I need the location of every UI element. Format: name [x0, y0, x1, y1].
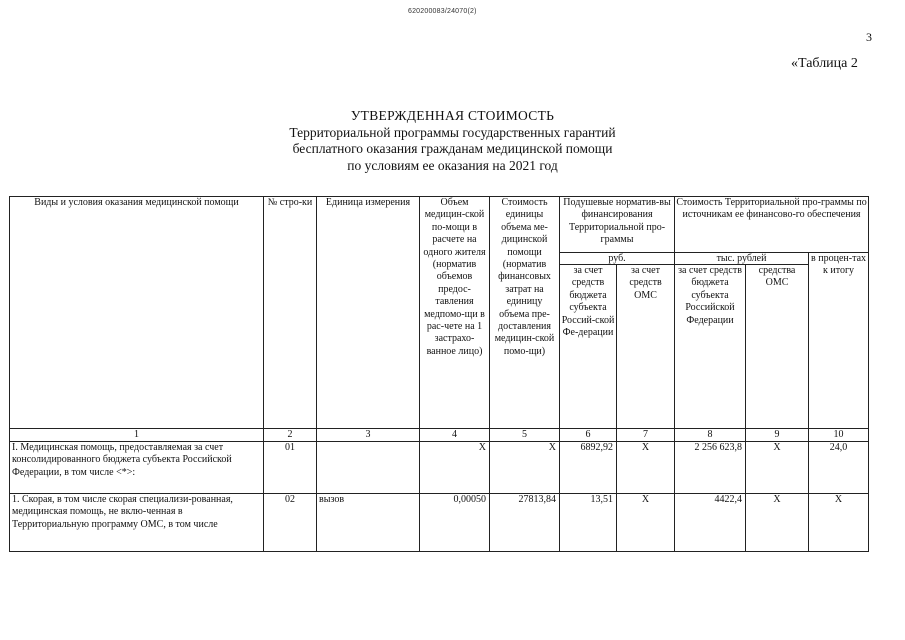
header-per-capita-standards: Подушевые норматив-вы финансирования Территориальной про-граммы — [560, 197, 675, 253]
header-volume-per-resident: Объем медицин-ской по-мощи в расчете на одного жителя (норматив объемов предос-тавления медпомо-щи в рас-чете на 1 застрахо-ванное лицо) — [420, 197, 490, 429]
column-number: 8 — [675, 429, 746, 442]
row-per-capita-budget: 6892,92 — [560, 442, 617, 494]
header-unit-cost: Стоимость единицы объема ме-дицинской помощи (норматив финансовых затрат на единицу объема пре-доставления медицин-ской помо-щи) — [490, 197, 560, 429]
row-per-capita-oms: Х — [617, 442, 675, 494]
column-number: 3 — [317, 429, 420, 442]
column-number: 5 — [490, 429, 560, 442]
column-number-row — [10, 429, 869, 442]
row-unit — [317, 442, 420, 494]
header-per-capita-oms: за счет средств ОМС — [617, 265, 675, 429]
row-unit-cost: 27813,84 — [490, 494, 560, 552]
table-row — [10, 442, 869, 494]
column-number: 10 — [809, 429, 869, 442]
title-line-3: бесплатного оказания гражданам медицинской помощи — [292, 141, 613, 156]
row-name: 1. Скорая, в том числе скорая специализи-рованная, медицинская помощь, не вклю-ченная в Территориальную программу ОМС, в том числе — [10, 494, 264, 552]
row-percent: Х — [809, 494, 869, 552]
row-line-number: 02 — [264, 494, 317, 552]
title-line-2: Территориальной программы государственных гарантий — [289, 124, 616, 140]
header-row-1 — [10, 197, 869, 253]
column-number: 4 — [420, 429, 490, 442]
header-unit-of-measure: Единица измерения — [317, 197, 420, 429]
row-cost-oms: Х — [746, 494, 809, 552]
column-number: 1 — [10, 429, 264, 442]
row-unit: вызов — [317, 494, 420, 552]
table-reference: «Таблица 2 — [791, 56, 858, 71]
header-percent-of-total: в процен-тах к итогу — [809, 253, 869, 429]
row-per-capita-budget: 13,51 — [560, 494, 617, 552]
header-per-capita-budget: за счет средств бюджета субъекта Россий-ской Фе-дерации — [560, 265, 617, 429]
row-cost-oms: Х — [746, 442, 809, 494]
document-title — [0, 108, 905, 174]
row-unit-cost: Х — [490, 442, 560, 494]
header-kinds-and-conditions: Виды и условия оказания медицинской помощи — [10, 197, 264, 429]
column-number: 6 — [560, 429, 617, 442]
row-cost-budget: 4422,4 — [675, 494, 746, 552]
header-program-cost: Стоимость Территориальной про-граммы по источникам ее финансово-го обеспечения — [675, 197, 869, 253]
header-line-number: № стро-ки — [264, 197, 317, 429]
document-id: 620200083/24070(2) — [408, 8, 477, 15]
row-volume: Х — [420, 442, 490, 494]
table-row — [10, 494, 869, 552]
row-line-number: 01 — [264, 442, 317, 494]
cost-table — [9, 196, 869, 552]
row-volume: 0,00050 — [420, 494, 490, 552]
column-number: 7 — [617, 429, 675, 442]
column-number: 2 — [264, 429, 317, 442]
title-line-4: по условиям ее оказания на 2021 год — [347, 157, 558, 173]
row-per-capita-oms: Х — [617, 494, 675, 552]
page-number: 3 — [866, 30, 872, 44]
header-cost-oms: средства ОМС — [746, 265, 809, 429]
header-cost-budget: за счет средств бюджета субъекта Российской Федерации — [675, 265, 746, 429]
header-unit-rub: руб. — [560, 253, 675, 265]
title-line-1: УТВЕРЖДЕННАЯ СТОИМОСТЬ — [350, 108, 555, 123]
row-percent: 24,0 — [809, 442, 869, 494]
row-cost-budget: 2 256 623,8 — [675, 442, 746, 494]
header-unit-thousand-rub: тыс. рублей — [675, 253, 809, 265]
row-name: I. Медицинская помощь, предоставляемая за счет консолидированного бюджета субъекта Российской Федерации, в том числе <*>: — [10, 442, 264, 494]
column-number: 9 — [746, 429, 809, 442]
